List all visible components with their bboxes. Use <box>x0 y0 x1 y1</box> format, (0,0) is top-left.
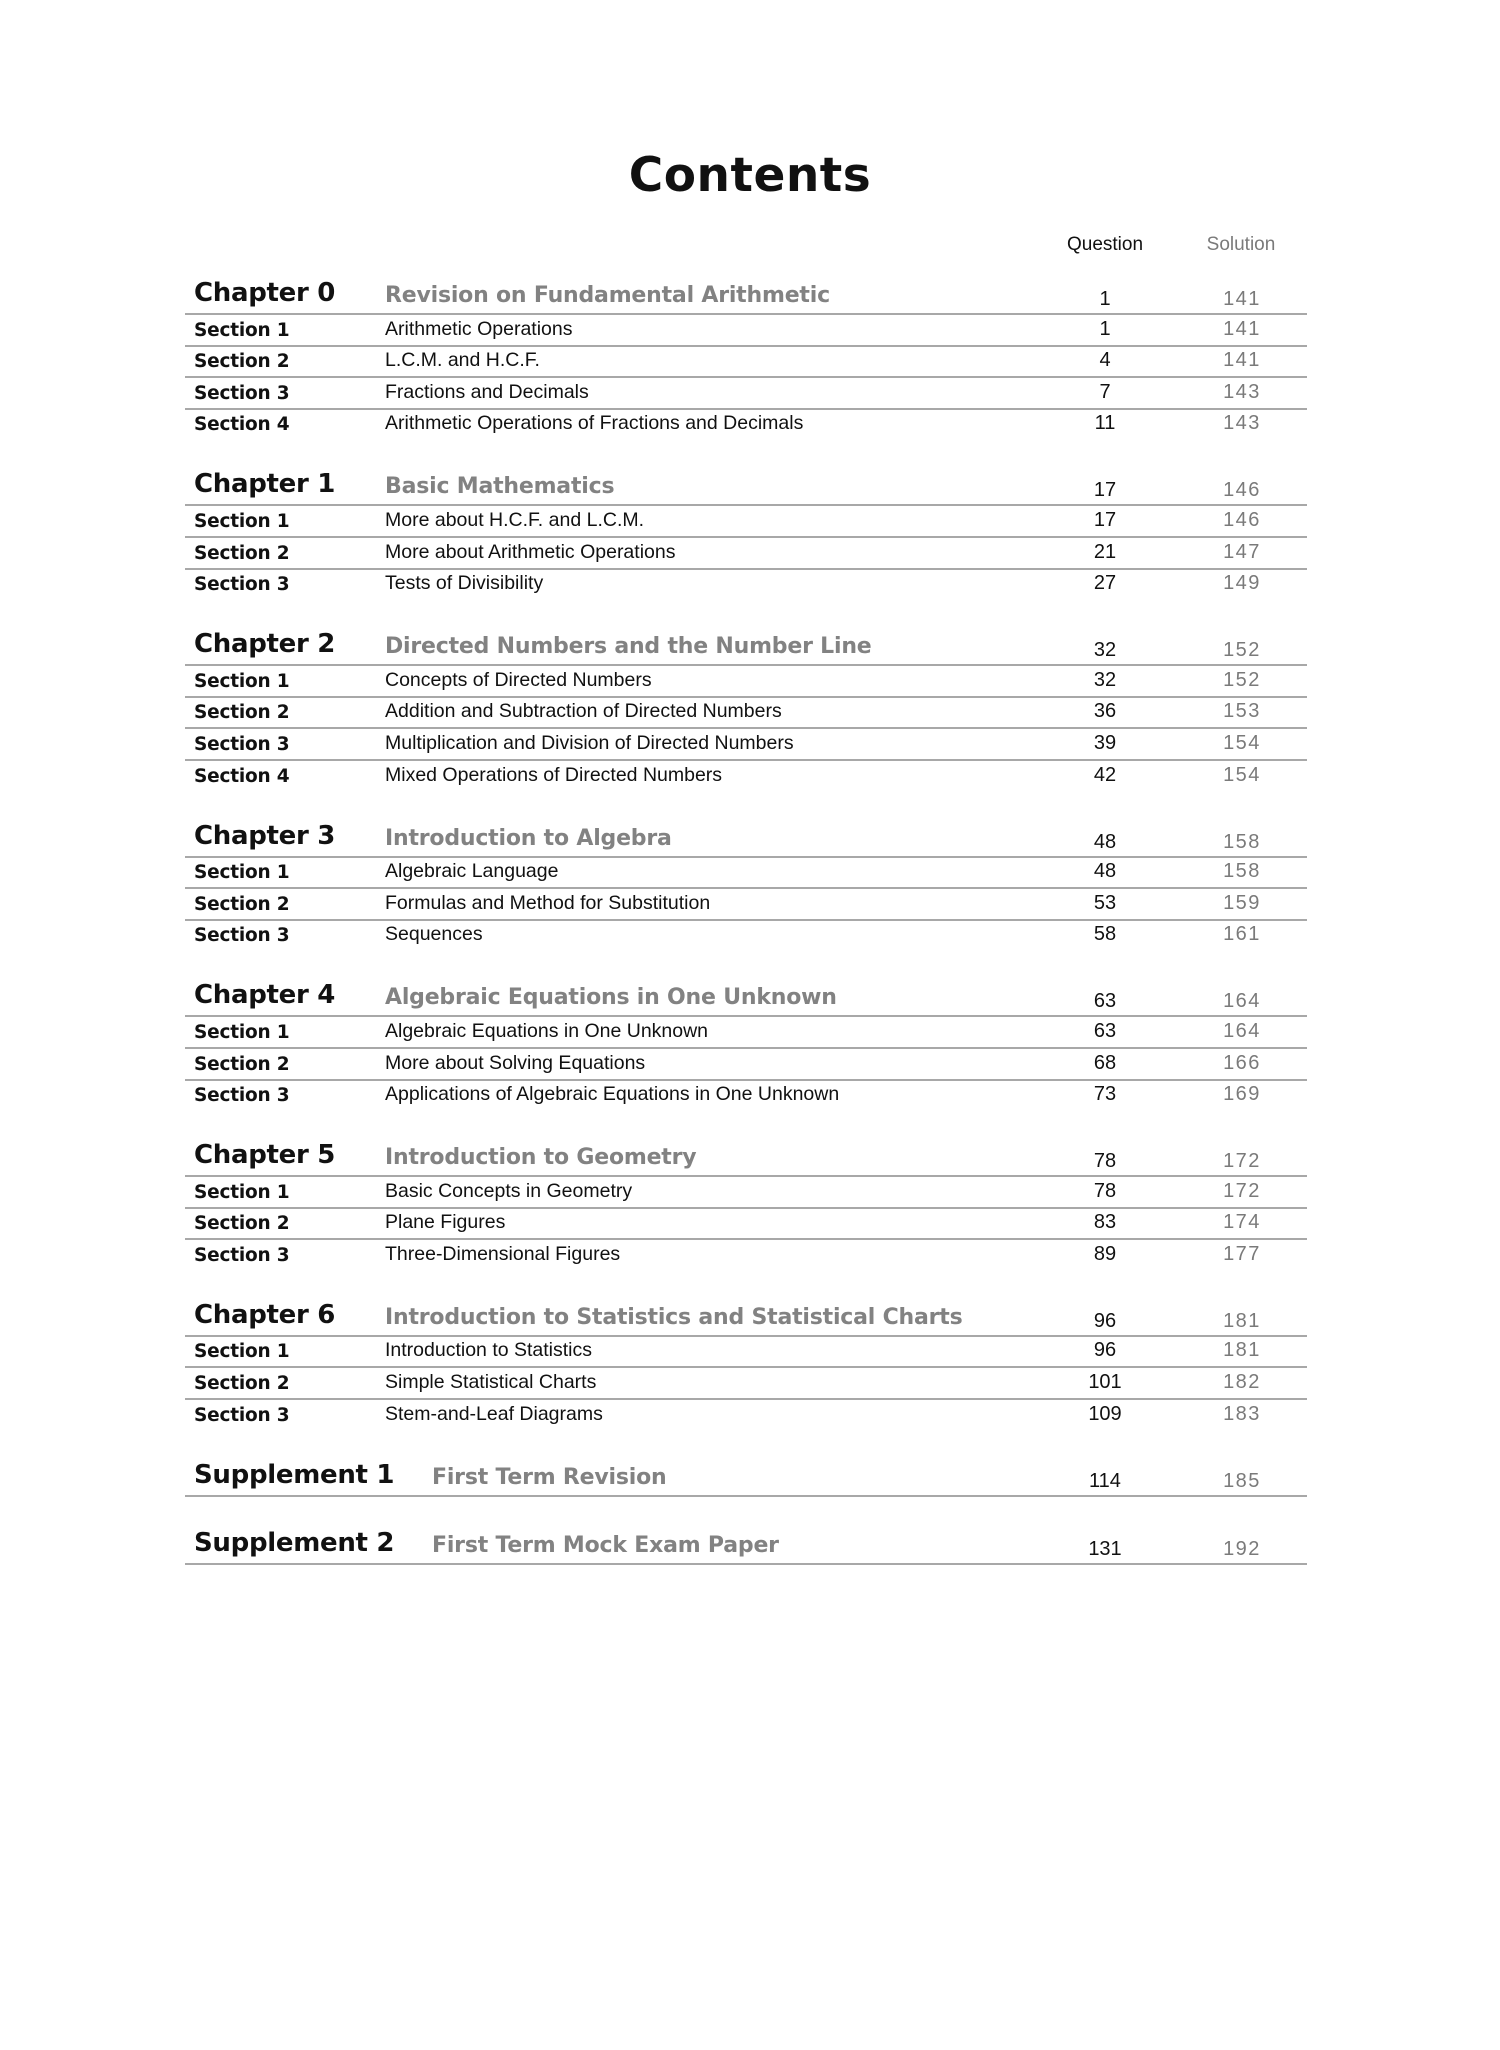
section-label: Section 2 <box>194 351 290 373</box>
question-page: 58 <box>1093 923 1117 946</box>
question-page: 1 <box>1099 317 1111 340</box>
question-page: 109 <box>1088 1402 1122 1425</box>
chapter-label: Chapter 5 <box>194 1140 336 1171</box>
solution-page: 174 <box>1223 1211 1261 1234</box>
chapter-group <box>185 815 1307 953</box>
supplement-group <box>185 1454 1307 1497</box>
supplement-row[interactable] <box>185 1522 1307 1565</box>
solution-page: 141 <box>1223 317 1261 340</box>
chapter-title: Algebraic Equations in One Unknown <box>385 985 837 1011</box>
section-title: Stem-and-Leaf Diagrams <box>385 1402 603 1425</box>
solution-page: 158 <box>1223 830 1261 853</box>
question-page: 78 <box>1093 1179 1117 1202</box>
question-page: 83 <box>1093 1211 1117 1234</box>
section-row[interactable] <box>185 538 1307 570</box>
section-label: Section 2 <box>194 542 290 564</box>
section-label: Section 3 <box>194 1244 290 1266</box>
solution-page: 149 <box>1223 572 1261 595</box>
solution-page: 172 <box>1223 1150 1261 1173</box>
section-title: Algebraic Language <box>385 860 559 883</box>
chapter-title: Revision on Fundamental Arithmetic <box>385 283 830 308</box>
section-title: More about Arithmetic Operations <box>385 540 676 563</box>
section-title: Concepts of Directed Numbers <box>385 668 652 691</box>
section-row[interactable] <box>185 1177 1307 1209</box>
section-row[interactable] <box>185 1400 1307 1432</box>
supplement-label: Supplement 1 <box>194 1459 395 1490</box>
solution-page: 152 <box>1223 639 1261 662</box>
question-page: 32 <box>1093 639 1117 662</box>
question-page: 36 <box>1093 700 1117 723</box>
question-page: 42 <box>1093 763 1117 786</box>
chapter-title: Introduction to Statistics and Statistical Charts <box>385 1304 963 1330</box>
section-label: Section 3 <box>194 733 290 755</box>
chapter-row[interactable] <box>185 623 1307 666</box>
question-page: 114 <box>1089 1469 1121 1492</box>
chapter-group <box>185 1134 1307 1272</box>
solution-page: 169 <box>1223 1083 1261 1106</box>
solution-page: 164 <box>1223 990 1261 1013</box>
solution-page: 164 <box>1223 1019 1261 1042</box>
section-label: Section 4 <box>194 765 290 787</box>
section-title: Introduction to Statistics <box>385 1339 593 1362</box>
question-page: 63 <box>1093 1019 1117 1042</box>
section-title: Applications of Algebraic Equations in One Unknown <box>385 1083 840 1106</box>
chapter-row[interactable] <box>185 463 1307 506</box>
chapter-label: Chapter 6 <box>194 1299 336 1330</box>
question-page: 53 <box>1093 891 1117 914</box>
section-label: Section 3 <box>194 925 290 947</box>
supplement-label: Supplement 2 <box>194 1527 395 1558</box>
solution-page: 161 <box>1223 923 1261 946</box>
section-label: Section 1 <box>194 862 290 884</box>
section-row[interactable] <box>185 698 1307 730</box>
section-label: Section 3 <box>194 1085 290 1107</box>
question-page: 48 <box>1093 830 1117 853</box>
chapter-label: Chapter 0 <box>194 278 336 308</box>
chapter-group <box>185 463 1307 601</box>
section-label: Section 2 <box>194 1053 290 1075</box>
chapter-label: Chapter 3 <box>194 820 336 851</box>
section-row[interactable] <box>185 506 1307 538</box>
section-row[interactable] <box>185 347 1307 379</box>
section-row[interactable] <box>185 889 1307 921</box>
supplement-row[interactable] <box>185 1454 1307 1497</box>
question-page: 131 <box>1088 1537 1122 1560</box>
question-page: 7 <box>1099 380 1111 403</box>
section-title: Basic Concepts in Geometry <box>385 1179 633 1202</box>
question-page: 68 <box>1093 1051 1117 1074</box>
question-page: 32 <box>1093 668 1117 691</box>
section-row[interactable] <box>185 761 1307 793</box>
solution-page: 143 <box>1223 380 1261 403</box>
solution-page: 166 <box>1223 1051 1261 1074</box>
solution-column-header: Solution <box>1206 234 1276 255</box>
chapter-row[interactable] <box>185 974 1307 1017</box>
question-page: 21 <box>1093 540 1117 563</box>
section-row[interactable] <box>185 921 1307 953</box>
solution-page: 159 <box>1223 891 1261 914</box>
chapter-title: Introduction to Algebra <box>385 825 672 851</box>
chapter-label: Chapter 4 <box>194 980 336 1011</box>
chapter-row[interactable] <box>185 815 1307 858</box>
solution-page: 141 <box>1223 288 1261 310</box>
section-title: Simple Statistical Charts <box>385 1371 597 1394</box>
question-page: 63 <box>1093 990 1117 1013</box>
section-title: Tests of Divisibility <box>385 572 544 595</box>
question-page: 17 <box>1093 479 1117 502</box>
section-title: Three-Dimensional Figures <box>385 1242 621 1265</box>
chapter-row[interactable] <box>185 1294 1307 1337</box>
section-label: Section 1 <box>194 1181 290 1203</box>
section-row[interactable] <box>185 570 1307 602</box>
section-row[interactable] <box>185 315 1307 347</box>
question-page: 101 <box>1088 1371 1122 1394</box>
solution-page: 185 <box>1223 1469 1261 1492</box>
solution-page: 158 <box>1223 860 1261 883</box>
solution-page: 154 <box>1223 731 1261 754</box>
section-label: Section 1 <box>194 1341 290 1363</box>
question-page: 96 <box>1093 1339 1117 1362</box>
section-row[interactable] <box>185 410 1307 442</box>
question-page: 96 <box>1093 1309 1117 1332</box>
question-page: 17 <box>1093 508 1117 531</box>
chapter-label: Chapter 2 <box>194 629 336 660</box>
solution-page: 181 <box>1223 1339 1261 1362</box>
question-page: 73 <box>1093 1083 1117 1106</box>
question-page: 11 <box>1094 412 1116 435</box>
section-row[interactable] <box>185 729 1307 761</box>
chapter-group <box>185 1294 1307 1432</box>
section-label: Section 3 <box>194 382 290 404</box>
section-row[interactable] <box>185 666 1307 698</box>
chapter-title: Introduction to Geometry <box>385 1145 697 1171</box>
section-label: Section 1 <box>194 510 290 532</box>
section-title: Algebraic Equations in One Unknown <box>385 1019 709 1042</box>
section-row[interactable] <box>185 378 1307 410</box>
chapter-group <box>185 272 1307 441</box>
chapter-label: Chapter 1 <box>194 469 336 500</box>
question-page: 27 <box>1093 572 1117 595</box>
section-title: Arithmetic Operations <box>385 317 573 340</box>
section-row[interactable] <box>185 1081 1307 1113</box>
supplement-title: First Term Revision <box>432 1464 667 1490</box>
solution-page: 152 <box>1223 668 1261 691</box>
section-title: Plane Figures <box>385 1211 506 1234</box>
section-row[interactable] <box>185 858 1307 890</box>
section-row[interactable] <box>185 1337 1307 1369</box>
section-row[interactable] <box>185 1240 1307 1272</box>
question-page: 4 <box>1099 349 1111 372</box>
section-label: Section 1 <box>194 670 290 692</box>
question-page: 1 <box>1099 288 1111 310</box>
section-title: Addition and Subtraction of Directed Numbers <box>385 700 782 723</box>
section-label: Section 2 <box>194 893 290 915</box>
chapter-group <box>185 623 1307 792</box>
section-label: Section 4 <box>194 414 290 436</box>
section-title: Multiplication and Division of Directed Numbers <box>385 731 794 754</box>
solution-page: 181 <box>1223 1309 1261 1332</box>
solution-page: 146 <box>1223 508 1261 531</box>
chapter-row[interactable] <box>185 272 1307 315</box>
column-headers <box>0 234 1500 264</box>
section-title: More about H.C.F. and L.C.M. <box>385 508 645 531</box>
solution-page: 146 <box>1223 479 1261 502</box>
question-page: 48 <box>1093 860 1117 883</box>
solution-page: 172 <box>1223 1179 1261 1202</box>
chapter-title: Directed Numbers and the Number Line <box>385 634 872 660</box>
section-label: Section 3 <box>194 1404 290 1426</box>
solution-page: 183 <box>1223 1402 1261 1425</box>
section-row[interactable] <box>185 1209 1307 1241</box>
solution-page: 143 <box>1223 412 1261 435</box>
solution-page: 192 <box>1223 1537 1261 1560</box>
section-row[interactable] <box>185 1049 1307 1081</box>
section-label: Section 2 <box>194 702 290 724</box>
section-label: Section 2 <box>194 1213 290 1235</box>
solution-page: 153 <box>1223 700 1261 723</box>
section-title: Arithmetic Operations of Fractions and Decimals <box>385 412 804 435</box>
solution-page: 182 <box>1223 1371 1261 1394</box>
section-label: Section 3 <box>194 574 290 596</box>
section-title: Mixed Operations of Directed Numbers <box>385 763 723 786</box>
section-label: Section 1 <box>194 319 290 341</box>
supplement-title: First Term Mock Exam Paper <box>432 1532 779 1558</box>
section-title: Sequences <box>385 923 483 946</box>
section-title: Formulas and Method for Substitution <box>385 891 711 914</box>
section-title: More about Solving Equations <box>385 1051 646 1074</box>
solution-page: 177 <box>1223 1242 1261 1265</box>
question-column-header: Question <box>1066 234 1144 255</box>
section-label: Section 1 <box>194 1021 290 1043</box>
chapter-row[interactable] <box>185 1134 1307 1177</box>
page-title: Contents <box>628 148 872 203</box>
question-page: 89 <box>1093 1242 1117 1265</box>
solution-page: 147 <box>1223 540 1261 563</box>
section-row[interactable] <box>185 1368 1307 1400</box>
solution-page: 141 <box>1223 349 1261 372</box>
section-title: L.C.M. and H.C.F. <box>385 349 540 372</box>
section-label: Section 2 <box>194 1373 290 1395</box>
supplement-group <box>185 1522 1307 1565</box>
chapter-title: Basic Mathematics <box>385 474 615 500</box>
table-of-contents <box>185 272 1307 1565</box>
chapter-group <box>185 974 1307 1112</box>
section-title: Fractions and Decimals <box>385 380 589 403</box>
question-page: 78 <box>1093 1150 1117 1173</box>
question-page: 39 <box>1093 731 1117 754</box>
solution-page: 154 <box>1223 763 1261 786</box>
section-row[interactable] <box>185 1017 1307 1049</box>
